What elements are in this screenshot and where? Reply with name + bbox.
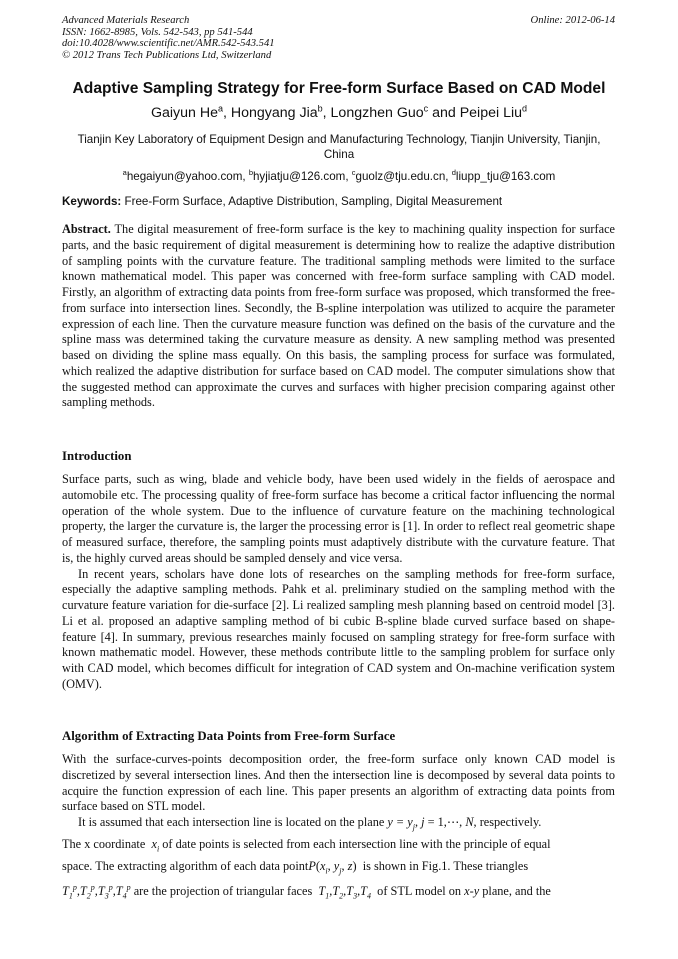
abstract-label: Abstract. xyxy=(62,222,111,236)
intro-paragraph-2: In recent years, scholars have done lots of researches on the sampling methods for free-form surface, especially the adaptive sampling methods. Pahk et al. preliminary studied on the sampling method with the curvature feature variation for die-surface [2]. Li realized sampling mesh planning based on centroid model [3]. Li et al. proposed an adaptive sampling method of bi cubic B-spline blade curved surface based on shape-feature [4]. In summary, previous researches mainly focused on sampling strategy for free-form surface with known mathematic model. However, these methods contribute little to the sampling problem for surface only with CAD model, which becomes difficult for integration of CAD system and On-machine verification system (OMV). xyxy=(62,566,615,691)
email-list xyxy=(40,168,638,183)
x-coordinate-symbol: $x_i$ xyxy=(148,837,160,854)
keywords-text: Free-Form Surface, Adaptive Distribution, Sampling, Digital Measurement xyxy=(124,195,503,208)
introduction-body xyxy=(62,472,615,693)
algorithm-paragraph-1: With the surface-curves-points decomposition order, the free-form surface only known CAD model is discretized by several intersection lines. And then the intersection line is decomposed by several data points to acquire the function expression of each line. This paper presents an algorithm of extracting data points from surface based on STL model. xyxy=(62,752,615,814)
stl-faces: $T_1,T_2,T_3,T_4$ xyxy=(315,884,372,901)
intro-paragraph-1: Surface parts, such as wing, blade and vehicle body, have been used widely in the fields of aerospace and automobile etc. The processing quality of free-form surface has become a critical factor influencing the normal operation of the whole system. Due to the influence of curvature feature on the machining technological property, the larger the curvature is, the larger the processing error is [1]. In order to reflect real geometric shape of measured surface, therefore, the sampling points must adaptively distribute with the curvature feature. That is, the highly curved areas should be sampled densely and vice versa. xyxy=(62,472,615,565)
journal-name: Advanced Materials Research xyxy=(62,15,190,26)
issn-line: ISSN: 1662-8985, Vols. 542-543, pp 541-544 xyxy=(62,26,253,38)
author-1: Gaiyun He$^a$, xyxy=(150,103,231,121)
abstract-text: The digital measurement of free-form surface is the key to machining quality inspection for surface parts, and the basic requirement of digital measurement is determining how to realize the adaptive distribution of sampling points with the curvature feature. The traditional sampling methods were limited to the surface known mathematical model. This paper was concerned with free-form surface sampling with CAD model. Firstly, an algorithm of extracting data points from free-form surface was proposed, which transformed the free-from surface into intersection lines. Secondly, the B-spline interpolation was utilized to acquire the parameter expression of each line. Then the curvature measure function was defined on the basis of the curvature and the spline mass was determined taking the curvature measure as density. A new sampling method was presented based on dividing the spline mass equally. On this basis, the sampling process for surface was formulated, which realized the adaptive distribution for surface based on CAD model. The computer simulations show that the suggested method can approximate the curves and surfaces with higher precision comparing against other sampling methods. xyxy=(62,222,616,410)
paper-title: Adaptive Sampling Strategy for Free-form Surface Based on CAD Model xyxy=(72,80,606,97)
keywords xyxy=(62,195,502,208)
journal-header xyxy=(62,15,275,61)
author-list xyxy=(40,103,638,121)
data-point-symbol: P xyxy=(308,859,316,873)
plane-equation: $y = y_j$ xyxy=(387,815,415,832)
author-2: Hongyang Jia$^b$, xyxy=(230,103,331,121)
email-2: $^b$hyjiatju@126.com, xyxy=(248,168,352,183)
algorithm-line-plane: It is assumed that each intersection line is located on the plane $y = y_j$, j = 1,⋯, N, respectively. xyxy=(78,815,542,832)
projected-triangles: $T_1^p,T_2^p,T_3^p,T_4^p$ xyxy=(62,883,131,901)
email-4: $^d$liupp_tju@163.com xyxy=(451,168,556,183)
algorithm-line-triangles: $T_1^p,T_2^p,T_3^p,T_4^p$ are the projection of triangular faces $T_1,T_2,T_3,T_4$ of STL model on x-y plane, and the xyxy=(62,883,551,901)
algorithm-line-xcoord: The x coordinate $x_i$ of date points is selected from each intersection line with the principle of equal xyxy=(62,837,551,854)
online-date: Online: 2012-06-14 xyxy=(530,15,615,26)
email-1: $^a$hegaiyun@yahoo.com, xyxy=(122,168,249,183)
author-4: Peipei Liu$^d$ xyxy=(459,103,528,121)
email-3: $^c$guolz@tju.edu.cn, xyxy=(351,168,452,183)
abstract xyxy=(62,222,615,411)
copyright-line: © 2012 Trans Tech Publications Ltd, Switzerland xyxy=(62,49,272,61)
author-3: Longzhen Guo$^c$ and xyxy=(330,103,460,121)
doi-line: doi:10.4028/www.scientific.net/AMR.542-543.541 xyxy=(62,38,275,50)
keywords-label: Keywords: xyxy=(62,195,122,208)
affiliation: Tianjin Key Laboratory of Equipment Design and Manufacturing Technology, Tianjin University, Tianjin, China xyxy=(77,133,601,161)
algorithm-line-datapoint: space. The extracting algorithm of each data $pointP(x_i$, $y_j$, z) is shown in Fig.1. These triangles xyxy=(62,859,529,876)
introduction-heading: Introduction xyxy=(62,449,132,463)
algorithm-heading: Algorithm of Extracting Data Points from Free-form Surface xyxy=(62,729,396,743)
